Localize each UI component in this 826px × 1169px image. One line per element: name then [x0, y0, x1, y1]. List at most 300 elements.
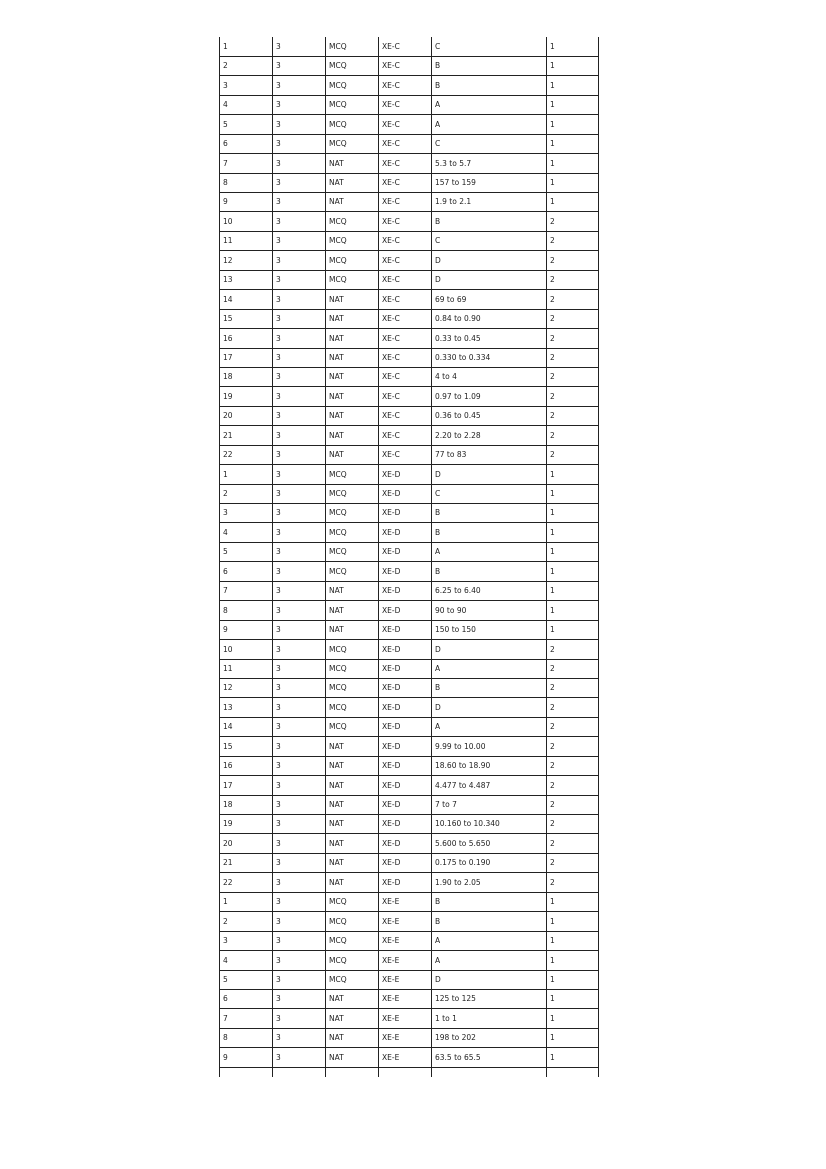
- question-number-cell: 7: [220, 581, 273, 600]
- question-type-cell: MCQ: [326, 37, 379, 56]
- question-number-cell: 1: [220, 37, 273, 56]
- table-row: [220, 601, 599, 620]
- answer-key-cell: C: [432, 231, 547, 250]
- question-number-cell: 11: [220, 659, 273, 678]
- table-row: [220, 640, 599, 659]
- marks-cell: 2: [547, 756, 599, 775]
- section-cell: 3: [273, 523, 326, 542]
- question-type-cell: MCQ: [326, 484, 379, 503]
- paper-code-cell: XE-D: [379, 542, 432, 561]
- paper-code-cell: XE-C: [379, 251, 432, 270]
- paper-code-cell: XE-D: [379, 737, 432, 756]
- question-type-cell: MCQ: [326, 912, 379, 931]
- marks-cell: 1: [547, 465, 599, 484]
- question-type-cell: MCQ: [326, 115, 379, 134]
- table-row: [220, 212, 599, 231]
- section-cell: 3: [273, 231, 326, 250]
- answer-key-cell: B: [432, 76, 547, 95]
- answer-key-cell: B: [432, 504, 547, 523]
- answer-key-cell: B: [432, 912, 547, 931]
- marks-cell: 2: [547, 367, 599, 386]
- question-type-cell: MCQ: [326, 542, 379, 561]
- section-cell: 3: [273, 329, 326, 348]
- paper-code-cell: XE-C: [379, 95, 432, 114]
- question-type-cell: MCQ: [326, 76, 379, 95]
- paper-code-cell: XE-C: [379, 212, 432, 231]
- answer-key-cell: 0.175 to 0.190: [432, 853, 547, 872]
- paper-code-cell: XE-E: [379, 1009, 432, 1028]
- table-row: [220, 504, 599, 523]
- marks-cell: 2: [547, 834, 599, 853]
- answer-key-cell: 125 to 125: [432, 989, 547, 1008]
- question-type-cell: NAT: [326, 406, 379, 425]
- marks-cell: 2: [547, 387, 599, 406]
- section-cell: 3: [273, 620, 326, 639]
- question-type-cell: MCQ: [326, 678, 379, 697]
- question-number-cell: 14: [220, 717, 273, 736]
- question-number-cell: 8: [220, 173, 273, 192]
- table-row: [220, 95, 599, 114]
- section-cell: 3: [273, 737, 326, 756]
- paper-code-cell: XE-C: [379, 193, 432, 212]
- question-number-cell: 4: [220, 951, 273, 970]
- table-row: [220, 523, 599, 542]
- paper-code-cell: XE-C: [379, 37, 432, 56]
- answer-key-cell: 1.90 to 2.05: [432, 873, 547, 892]
- question-type-cell: MCQ: [326, 134, 379, 153]
- paper-code-cell: XE-C: [379, 173, 432, 192]
- section-cell: 3: [273, 756, 326, 775]
- marks-cell: 1: [547, 601, 599, 620]
- table-row: [220, 659, 599, 678]
- answer-key-cell: 2.20 to 2.28: [432, 426, 547, 445]
- question-number-cell: 8: [220, 601, 273, 620]
- section-cell: 3: [273, 562, 326, 581]
- table-row: [220, 37, 599, 56]
- marks-cell: 1: [547, 523, 599, 542]
- table-row: [220, 270, 599, 289]
- marks-cell: 2: [547, 873, 599, 892]
- question-type-cell: NAT: [326, 620, 379, 639]
- paper-code-cell: XE-D: [379, 523, 432, 542]
- question-number-cell: 12: [220, 251, 273, 270]
- table-row: [220, 853, 599, 872]
- paper-code-cell: XE-C: [379, 270, 432, 289]
- table-row: [220, 873, 599, 892]
- question-number-cell: 5: [220, 115, 273, 134]
- marks-cell: 2: [547, 659, 599, 678]
- marks-cell: 1: [547, 931, 599, 950]
- section-cell: 3: [273, 853, 326, 872]
- question-type-cell: MCQ: [326, 523, 379, 542]
- section-cell: 3: [273, 931, 326, 950]
- question-number-cell: 14: [220, 290, 273, 309]
- marks-cell: 2: [547, 348, 599, 367]
- section-cell: 3: [273, 309, 326, 328]
- marks-cell: 1: [547, 542, 599, 561]
- question-number-cell: 2: [220, 56, 273, 75]
- section-cell: 3: [273, 484, 326, 503]
- table-row: [220, 562, 599, 581]
- marks-cell: 2: [547, 853, 599, 872]
- paper-code-cell: XE-D: [379, 776, 432, 795]
- question-number-cell: 3: [220, 504, 273, 523]
- section-cell: 3: [273, 445, 326, 464]
- question-type-cell: MCQ: [326, 212, 379, 231]
- question-number-cell: 20: [220, 406, 273, 425]
- answer-key-cell: 77 to 83: [432, 445, 547, 464]
- answer-key-cell: B: [432, 212, 547, 231]
- table-row: [220, 776, 599, 795]
- answer-key-cell: B: [432, 562, 547, 581]
- table-row: [220, 1009, 599, 1028]
- empty-cell: [220, 1067, 273, 1077]
- paper-code-cell: XE-C: [379, 115, 432, 134]
- question-type-cell: MCQ: [326, 892, 379, 911]
- section-cell: 3: [273, 56, 326, 75]
- question-number-cell: 10: [220, 640, 273, 659]
- paper-code-cell: XE-C: [379, 76, 432, 95]
- table-row: [220, 698, 599, 717]
- question-type-cell: MCQ: [326, 931, 379, 950]
- section-cell: 3: [273, 193, 326, 212]
- question-number-cell: 4: [220, 95, 273, 114]
- section-cell: 3: [273, 717, 326, 736]
- question-number-cell: 17: [220, 348, 273, 367]
- question-type-cell: MCQ: [326, 717, 379, 736]
- marks-cell: 2: [547, 445, 599, 464]
- section-cell: 3: [273, 76, 326, 95]
- question-number-cell: 9: [220, 1048, 273, 1067]
- answer-key-cell: D: [432, 251, 547, 270]
- table-row-continuation: [220, 1067, 599, 1077]
- answer-key-cell: 18.60 to 18.90: [432, 756, 547, 775]
- table-row: [220, 173, 599, 192]
- answer-key-cell: 4 to 4: [432, 367, 547, 386]
- question-number-cell: 5: [220, 542, 273, 561]
- question-number-cell: 9: [220, 193, 273, 212]
- table-row: [220, 231, 599, 250]
- marks-cell: 1: [547, 76, 599, 95]
- section-cell: 3: [273, 815, 326, 834]
- paper-code-cell: XE-E: [379, 951, 432, 970]
- question-type-cell: MCQ: [326, 640, 379, 659]
- question-number-cell: 1: [220, 465, 273, 484]
- section-cell: 3: [273, 426, 326, 445]
- table-row: [220, 620, 599, 639]
- question-number-cell: 19: [220, 387, 273, 406]
- question-number-cell: 18: [220, 795, 273, 814]
- question-type-cell: MCQ: [326, 698, 379, 717]
- paper-code-cell: XE-C: [379, 329, 432, 348]
- question-number-cell: 9: [220, 620, 273, 639]
- marks-cell: 2: [547, 678, 599, 697]
- answer-key-cell: 0.33 to 0.45: [432, 329, 547, 348]
- table-row: [220, 56, 599, 75]
- marks-cell: 1: [547, 484, 599, 503]
- paper-code-cell: XE-D: [379, 698, 432, 717]
- table-row: [220, 367, 599, 386]
- question-number-cell: 19: [220, 815, 273, 834]
- question-type-cell: MCQ: [326, 251, 379, 270]
- answer-key-table: [219, 37, 599, 1077]
- marks-cell: 2: [547, 270, 599, 289]
- question-type-cell: NAT: [326, 1009, 379, 1028]
- section-cell: 3: [273, 989, 326, 1008]
- marks-cell: 2: [547, 640, 599, 659]
- question-type-cell: MCQ: [326, 231, 379, 250]
- question-number-cell: 11: [220, 231, 273, 250]
- marks-cell: 2: [547, 815, 599, 834]
- marks-cell: 1: [547, 134, 599, 153]
- table-row: [220, 1028, 599, 1047]
- paper-code-cell: XE-C: [379, 445, 432, 464]
- answer-key-cell: A: [432, 95, 547, 114]
- section-cell: 3: [273, 134, 326, 153]
- empty-cell: [326, 1067, 379, 1077]
- table-row: [220, 309, 599, 328]
- marks-cell: 1: [547, 504, 599, 523]
- answer-key-cell: C: [432, 484, 547, 503]
- section-cell: 3: [273, 387, 326, 406]
- answer-key-cell: 198 to 202: [432, 1028, 547, 1047]
- paper-code-cell: XE-D: [379, 601, 432, 620]
- paper-code-cell: XE-C: [379, 231, 432, 250]
- marks-cell: 1: [547, 115, 599, 134]
- question-number-cell: 1: [220, 892, 273, 911]
- marks-cell: 1: [547, 1048, 599, 1067]
- question-type-cell: NAT: [326, 173, 379, 192]
- question-number-cell: 3: [220, 76, 273, 95]
- section-cell: 3: [273, 970, 326, 989]
- question-type-cell: NAT: [326, 348, 379, 367]
- question-type-cell: NAT: [326, 290, 379, 309]
- section-cell: 3: [273, 776, 326, 795]
- table-row: [220, 329, 599, 348]
- marks-cell: 2: [547, 737, 599, 756]
- question-type-cell: NAT: [326, 776, 379, 795]
- question-type-cell: NAT: [326, 853, 379, 872]
- empty-cell: [273, 1067, 326, 1077]
- answer-key-cell: 69 to 69: [432, 290, 547, 309]
- question-type-cell: MCQ: [326, 970, 379, 989]
- answer-key-cell: A: [432, 931, 547, 950]
- marks-cell: 1: [547, 912, 599, 931]
- question-number-cell: 2: [220, 484, 273, 503]
- marks-cell: 2: [547, 309, 599, 328]
- question-number-cell: 6: [220, 989, 273, 1008]
- question-type-cell: MCQ: [326, 270, 379, 289]
- answer-key-cell: A: [432, 659, 547, 678]
- question-type-cell: NAT: [326, 795, 379, 814]
- question-number-cell: 8: [220, 1028, 273, 1047]
- paper-code-cell: XE-C: [379, 406, 432, 425]
- paper-code-cell: XE-E: [379, 1028, 432, 1047]
- marks-cell: 2: [547, 231, 599, 250]
- section-cell: 3: [273, 640, 326, 659]
- table-row: [220, 892, 599, 911]
- answer-key-cell: A: [432, 717, 547, 736]
- answer-key-cell: 1.9 to 2.1: [432, 193, 547, 212]
- marks-cell: 2: [547, 776, 599, 795]
- question-number-cell: 18: [220, 367, 273, 386]
- paper-code-cell: XE-C: [379, 309, 432, 328]
- question-number-cell: 21: [220, 853, 273, 872]
- question-type-cell: NAT: [326, 367, 379, 386]
- marks-cell: 2: [547, 698, 599, 717]
- question-number-cell: 5: [220, 970, 273, 989]
- question-type-cell: NAT: [326, 834, 379, 853]
- question-type-cell: MCQ: [326, 56, 379, 75]
- question-number-cell: 13: [220, 698, 273, 717]
- question-number-cell: 22: [220, 445, 273, 464]
- question-number-cell: 3: [220, 931, 273, 950]
- question-number-cell: 7: [220, 1009, 273, 1028]
- marks-cell: 1: [547, 989, 599, 1008]
- paper-code-cell: XE-D: [379, 504, 432, 523]
- marks-cell: 1: [547, 620, 599, 639]
- question-type-cell: NAT: [326, 193, 379, 212]
- section-cell: 3: [273, 270, 326, 289]
- question-type-cell: NAT: [326, 1048, 379, 1067]
- marks-cell: 1: [547, 970, 599, 989]
- marks-cell: 1: [547, 154, 599, 173]
- answer-key-cell: 7 to 7: [432, 795, 547, 814]
- table-row: [220, 406, 599, 425]
- section-cell: 3: [273, 406, 326, 425]
- paper-code-cell: XE-C: [379, 290, 432, 309]
- question-type-cell: NAT: [326, 989, 379, 1008]
- question-type-cell: NAT: [326, 756, 379, 775]
- section-cell: 3: [273, 1009, 326, 1028]
- answer-key-cell: C: [432, 37, 547, 56]
- question-number-cell: 6: [220, 562, 273, 581]
- marks-cell: 1: [547, 37, 599, 56]
- question-number-cell: 15: [220, 737, 273, 756]
- paper-code-cell: XE-C: [379, 367, 432, 386]
- answer-key-cell: D: [432, 698, 547, 717]
- paper-code-cell: XE-E: [379, 970, 432, 989]
- marks-cell: 1: [547, 193, 599, 212]
- answer-key-cell: 157 to 159: [432, 173, 547, 192]
- question-type-cell: NAT: [326, 445, 379, 464]
- section-cell: 3: [273, 367, 326, 386]
- table-row: [220, 426, 599, 445]
- table-row: [220, 76, 599, 95]
- table-row: [220, 193, 599, 212]
- section-cell: 3: [273, 348, 326, 367]
- paper-code-cell: XE-C: [379, 387, 432, 406]
- question-number-cell: 15: [220, 309, 273, 328]
- question-type-cell: NAT: [326, 1028, 379, 1047]
- question-type-cell: NAT: [326, 329, 379, 348]
- section-cell: 3: [273, 678, 326, 697]
- table-row: [220, 115, 599, 134]
- answer-key-cell: A: [432, 115, 547, 134]
- paper-code-cell: XE-D: [379, 581, 432, 600]
- question-type-cell: NAT: [326, 873, 379, 892]
- question-number-cell: 7: [220, 154, 273, 173]
- paper-code-cell: XE-D: [379, 562, 432, 581]
- table-row: [220, 251, 599, 270]
- paper-code-cell: XE-D: [379, 834, 432, 853]
- section-cell: 3: [273, 698, 326, 717]
- question-type-cell: NAT: [326, 815, 379, 834]
- paper-code-cell: XE-D: [379, 659, 432, 678]
- question-number-cell: 21: [220, 426, 273, 445]
- question-type-cell: NAT: [326, 426, 379, 445]
- answer-key-cell: 150 to 150: [432, 620, 547, 639]
- marks-cell: 1: [547, 1028, 599, 1047]
- question-number-cell: 12: [220, 678, 273, 697]
- paper-code-cell: XE-D: [379, 717, 432, 736]
- question-type-cell: NAT: [326, 154, 379, 173]
- paper-code-cell: XE-C: [379, 56, 432, 75]
- table-row: [220, 756, 599, 775]
- marks-cell: 1: [547, 95, 599, 114]
- answer-key-cell: B: [432, 523, 547, 542]
- marks-cell: 1: [547, 892, 599, 911]
- section-cell: 3: [273, 601, 326, 620]
- marks-cell: 1: [547, 581, 599, 600]
- question-type-cell: NAT: [326, 737, 379, 756]
- question-number-cell: 20: [220, 834, 273, 853]
- empty-cell: [547, 1067, 599, 1077]
- paper-code-cell: XE-D: [379, 678, 432, 697]
- answer-key-cell: 0.97 to 1.09: [432, 387, 547, 406]
- section-cell: 3: [273, 251, 326, 270]
- table-row: [220, 931, 599, 950]
- paper-code-cell: XE-C: [379, 154, 432, 173]
- table-row: [220, 581, 599, 600]
- table-row: [220, 737, 599, 756]
- marks-cell: 2: [547, 426, 599, 445]
- question-type-cell: NAT: [326, 387, 379, 406]
- marks-cell: 1: [547, 562, 599, 581]
- paper-code-cell: XE-E: [379, 931, 432, 950]
- question-type-cell: MCQ: [326, 659, 379, 678]
- question-type-cell: MCQ: [326, 504, 379, 523]
- question-number-cell: 16: [220, 329, 273, 348]
- question-type-cell: NAT: [326, 309, 379, 328]
- table-row: [220, 989, 599, 1008]
- question-number-cell: 6: [220, 134, 273, 153]
- table-row: [220, 795, 599, 814]
- section-cell: 3: [273, 37, 326, 56]
- paper-code-cell: XE-E: [379, 912, 432, 931]
- paper-code-cell: XE-E: [379, 892, 432, 911]
- answer-key-cell: 1 to 1: [432, 1009, 547, 1028]
- table-row: [220, 912, 599, 931]
- paper-code-cell: XE-D: [379, 484, 432, 503]
- section-cell: 3: [273, 115, 326, 134]
- table-row: [220, 134, 599, 153]
- answer-key-table-body: [220, 37, 599, 1077]
- answer-key-cell: 90 to 90: [432, 601, 547, 620]
- answer-key-cell: B: [432, 56, 547, 75]
- answer-key-cell: A: [432, 951, 547, 970]
- table-row: [220, 465, 599, 484]
- paper-code-cell: XE-D: [379, 795, 432, 814]
- marks-cell: 2: [547, 795, 599, 814]
- question-type-cell: NAT: [326, 601, 379, 620]
- answer-key-cell: 9.99 to 10.00: [432, 737, 547, 756]
- table-row: [220, 387, 599, 406]
- table-row: [220, 290, 599, 309]
- section-cell: 3: [273, 951, 326, 970]
- empty-cell: [379, 1067, 432, 1077]
- section-cell: 3: [273, 542, 326, 561]
